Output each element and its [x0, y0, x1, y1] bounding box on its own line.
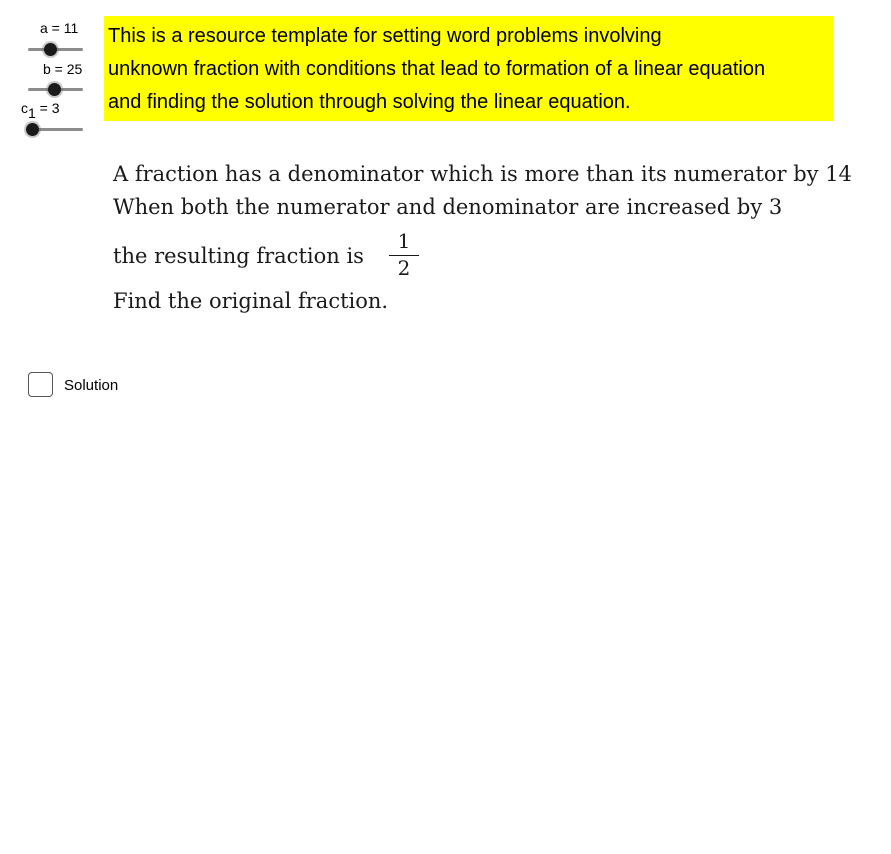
- slider-b-label: b = 25: [43, 61, 83, 77]
- slider-c1-value: = 3: [35, 100, 60, 116]
- problem-line-2: When both the numerator and denominator are increased by 3: [113, 195, 783, 219]
- slider-c1-knob[interactable]: [26, 123, 39, 136]
- problem-line-4: Find the original fraction.: [113, 289, 389, 313]
- info-line-1: This is a resource template for setting word problems involving: [108, 25, 662, 47]
- info-line-3: and finding the solution through solving the linear equation.: [108, 91, 631, 113]
- resulting-fraction: [389, 228, 419, 278]
- info-line-2: unknown fraction with conditions that lead to formation of a linear equation: [108, 58, 766, 80]
- solution-checkbox[interactable]: [28, 372, 53, 397]
- slider-a-label: a = 11: [40, 20, 79, 36]
- fraction-denominator: 2: [397, 256, 411, 280]
- slider-b-knob[interactable]: [48, 83, 61, 96]
- slider-c1-label: [21, 100, 60, 121]
- slider-a-knob[interactable]: [44, 43, 57, 56]
- slider-c1-name: c: [21, 100, 28, 116]
- problem-line-1: A fraction has a denominator which is more than its numerator by 14: [113, 162, 852, 186]
- problem-line-3: the resulting fraction is: [113, 244, 364, 268]
- slider-c1-subscript: 1: [28, 105, 36, 121]
- fraction-numerator: 1: [397, 229, 411, 253]
- info-box: [104, 16, 833, 121]
- solution-label[interactable]: Solution: [64, 377, 119, 394]
